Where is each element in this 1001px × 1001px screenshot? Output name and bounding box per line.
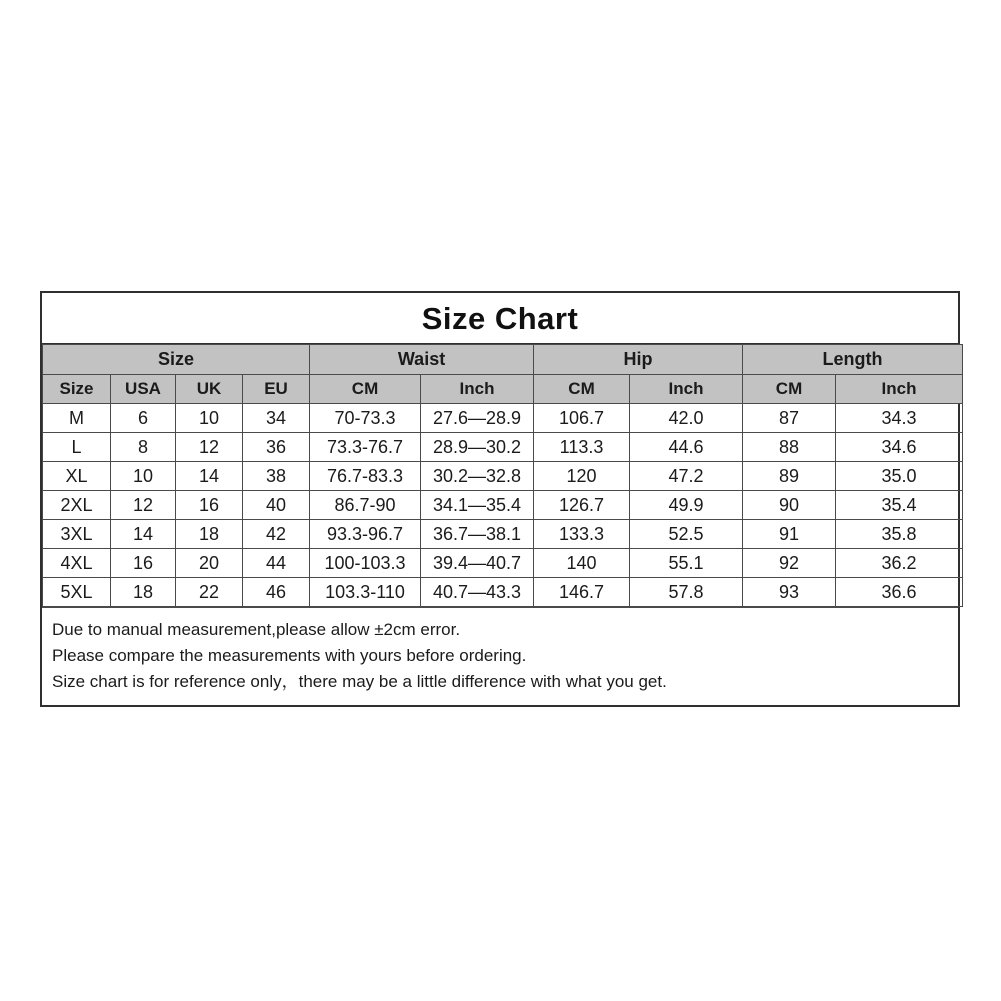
column-header-inch: Inch: [630, 375, 743, 404]
data-cell: 93.3-96.7: [310, 520, 421, 549]
group-header-row: [43, 345, 963, 375]
data-cell: 47.2: [630, 462, 743, 491]
column-header-inch: Inch: [421, 375, 534, 404]
data-cell: 103.3-110: [310, 578, 421, 607]
data-cell: 10: [111, 462, 176, 491]
data-cell: 35.8: [836, 520, 963, 549]
data-cell: 14: [111, 520, 176, 549]
table-row-l: [43, 433, 963, 462]
note-line: Size chart is for reference only，there may be a little difference with what you get.: [52, 672, 667, 691]
data-cell: 39.4—40.7: [421, 549, 534, 578]
table-row-5xl: [43, 578, 963, 607]
data-cell: 44: [243, 549, 310, 578]
note-line: Due to manual measurement,please allow ±2cm error.: [52, 620, 461, 639]
size-cell: 2XL: [43, 491, 111, 520]
size-chart-title: Size Chart: [42, 293, 958, 344]
size-table-body: [43, 404, 963, 607]
size-cell: M: [43, 404, 111, 433]
data-cell: 36: [243, 433, 310, 462]
table-row-4xl: [43, 549, 963, 578]
data-cell: 87: [743, 404, 836, 433]
column-header-cm: CM: [310, 375, 421, 404]
data-cell: 73.3-76.7: [310, 433, 421, 462]
data-cell: 8: [111, 433, 176, 462]
data-cell: 106.7: [534, 404, 630, 433]
data-cell: 16: [111, 549, 176, 578]
data-cell: 36.7—38.1: [421, 520, 534, 549]
data-cell: 49.9: [630, 491, 743, 520]
size-cell: 4XL: [43, 549, 111, 578]
data-cell: 30.2—32.8: [421, 462, 534, 491]
data-cell: 100-103.3: [310, 549, 421, 578]
table-row-2xl: [43, 491, 963, 520]
data-cell: 52.5: [630, 520, 743, 549]
data-cell: 14: [176, 462, 243, 491]
data-cell: 93: [743, 578, 836, 607]
column-header-uk: UK: [176, 375, 243, 404]
size-cell: XL: [43, 462, 111, 491]
size-table: [42, 344, 963, 607]
column-header-usa: USA: [111, 375, 176, 404]
data-cell: 46: [243, 578, 310, 607]
data-cell: 70-73.3: [310, 404, 421, 433]
column-header-cm: CM: [534, 375, 630, 404]
data-cell: 126.7: [534, 491, 630, 520]
data-cell: 35.4: [836, 491, 963, 520]
column-header-inch: Inch: [836, 375, 963, 404]
data-cell: 6: [111, 404, 176, 433]
data-cell: 40.7—43.3: [421, 578, 534, 607]
column-header-eu: EU: [243, 375, 310, 404]
data-cell: 18: [176, 520, 243, 549]
data-cell: 140: [534, 549, 630, 578]
column-header-cm: CM: [743, 375, 836, 404]
data-cell: 35.0: [836, 462, 963, 491]
data-cell: 90: [743, 491, 836, 520]
data-cell: 89: [743, 462, 836, 491]
table-row-3xl: [43, 520, 963, 549]
note-line: Please compare the measurements with yours before ordering.: [52, 646, 527, 665]
table-row-xl: [43, 462, 963, 491]
data-cell: 28.9—30.2: [421, 433, 534, 462]
data-cell: 38: [243, 462, 310, 491]
size-chart-table: [40, 291, 960, 707]
data-cell: 18: [111, 578, 176, 607]
group-header-hip: Hip: [534, 345, 743, 375]
table-row-m: [43, 404, 963, 433]
data-cell: 91: [743, 520, 836, 549]
size-cell: L: [43, 433, 111, 462]
data-cell: 42: [243, 520, 310, 549]
data-cell: 146.7: [534, 578, 630, 607]
data-cell: 44.6: [630, 433, 743, 462]
data-cell: 113.3: [534, 433, 630, 462]
data-cell: 34.1—35.4: [421, 491, 534, 520]
data-cell: 20: [176, 549, 243, 578]
data-cell: 92: [743, 549, 836, 578]
data-cell: 34: [243, 404, 310, 433]
data-cell: 27.6—28.9: [421, 404, 534, 433]
group-header-waist: Waist: [310, 345, 534, 375]
data-cell: 36.6: [836, 578, 963, 607]
column-header-size: Size: [43, 375, 111, 404]
size-cell: 3XL: [43, 520, 111, 549]
data-cell: 40: [243, 491, 310, 520]
data-cell: 34.3: [836, 404, 963, 433]
data-cell: 86.7-90: [310, 491, 421, 520]
notes-block: [42, 607, 958, 705]
data-cell: 57.8: [630, 578, 743, 607]
data-cell: 120: [534, 462, 630, 491]
data-cell: 36.2: [836, 549, 963, 578]
size-cell: 5XL: [43, 578, 111, 607]
group-header-size: Size: [43, 345, 310, 375]
data-cell: 42.0: [630, 404, 743, 433]
data-cell: 10: [176, 404, 243, 433]
data-cell: 88: [743, 433, 836, 462]
group-header-length: Length: [743, 345, 963, 375]
data-cell: 12: [111, 491, 176, 520]
data-cell: 133.3: [534, 520, 630, 549]
size-table-head: [43, 345, 963, 404]
data-cell: 12: [176, 433, 243, 462]
data-cell: 76.7-83.3: [310, 462, 421, 491]
data-cell: 55.1: [630, 549, 743, 578]
data-cell: 16: [176, 491, 243, 520]
data-cell: 22: [176, 578, 243, 607]
data-cell: 34.6: [836, 433, 963, 462]
column-header-row: [43, 375, 963, 404]
